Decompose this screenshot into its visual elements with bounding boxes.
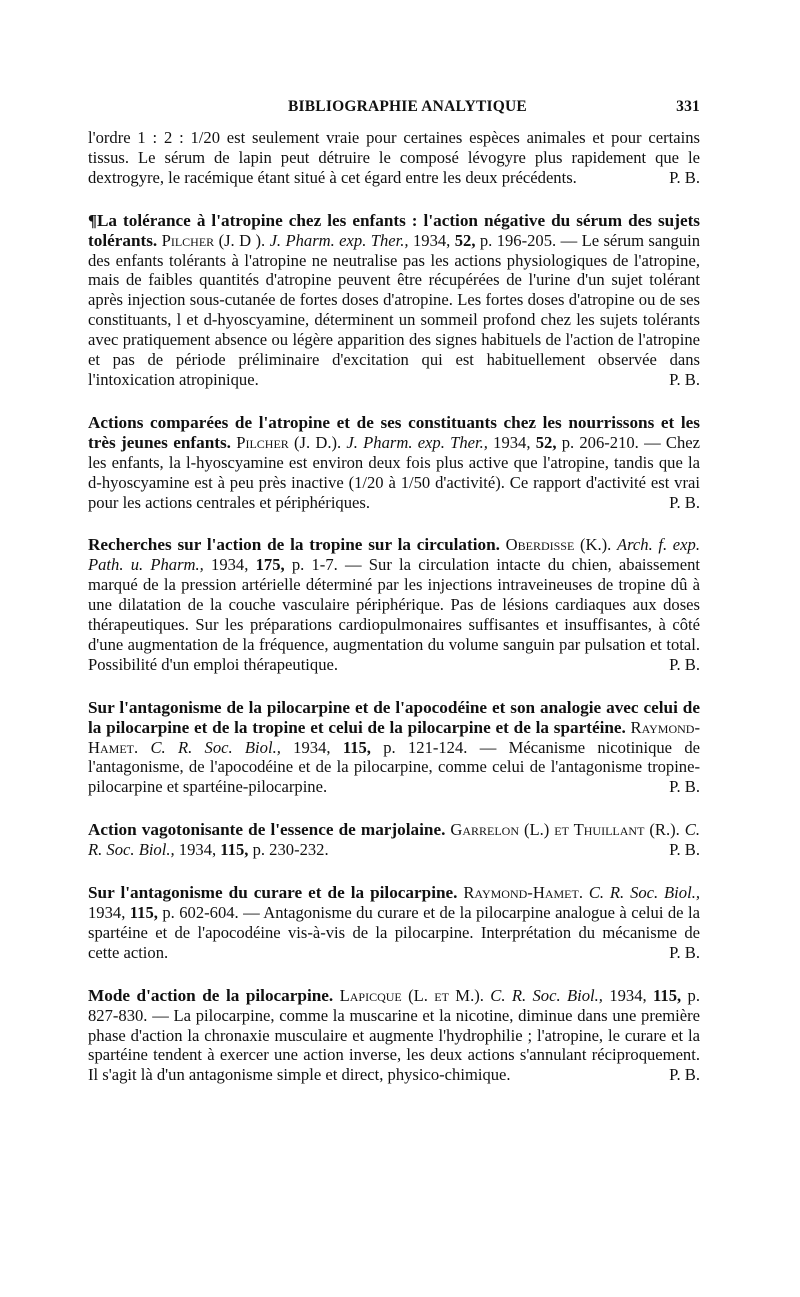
signature: P. B. xyxy=(669,654,700,674)
entry-pages: p. 121-124. xyxy=(383,737,468,757)
entry-year: 1934, xyxy=(211,555,249,575)
signature: P. B. xyxy=(669,369,700,389)
entry-pages: p. 602-604. xyxy=(162,903,239,922)
entry-abstract: — Le sérum sanguin des enfants tolérants à l'atropine ne neutralise pas les actions physiologiques de l'atropine, mais de faibles quantités d'atropine peuvent être récupérées de l'urine d'un sujet tolérant après injection sous-cutanée de fortes doses d'atropine. Les fortes doses d'atropine ou de ses constituants, l et d-hyoscyamine, déterminent un sommeil profond chez les sujets tolérants avec pratiquement absence ou légère apparition des signes habituels de l'action de l'atropine et pas de période préliminaire d'excitation qui est habituellement observée dans l'intoxication atropinique. xyxy=(88,230,701,389)
entry-author: Pilcher (J. D.). xyxy=(236,432,342,452)
entry-abstract: — La pilocarpine, comme la muscarine et la nicotine, diminue dans une première phase d'action la chronaxie musculaire et augmente l'hydrophilie ; l'atropine, le curare et la spartéine tendent à exercer une action inverse, les deux actions s'annulant réciproquement. Il s'agit là d'un antagonisme simple et direct, physico-chimique. xyxy=(88,1005,700,1085)
entry-abstract: — Antagonisme du curare et de la pilocarpine analogue à celui de la spartéine et de l'apocodéine vis-à-vis de la pilocarpine. Interprétation du mécanisme de cette action. xyxy=(88,903,700,962)
entry-pages: p. 1-7. xyxy=(291,555,338,575)
bibliography-entry xyxy=(88,211,700,390)
entry-abstract: — Mécanisme nicotinique de l'antagonisme, de l'apocodéine et de la pilocarpine, comme celui de l'antagonisme tropine-pilocarpine et spartéine-pilocarpine. xyxy=(88,737,700,797)
bibliography-entry xyxy=(88,883,700,963)
signature: P. B. xyxy=(669,942,700,962)
entry-title: Actions comparées de l'atropine et de ses constituants chez les nourrissons et les très jeunes enfants. xyxy=(88,412,700,452)
entry-journal: J. Pharm. exp. Ther., xyxy=(346,432,488,452)
entry-pages: p. 827-830. xyxy=(88,985,700,1025)
entry-abstract: — Sur la circulation intacte du chien, abaissement marqué de la pression artérielle déterminé par les injections intraveineuses de tropine dû à une dilatation de la couche vasculaire périphérique. Pas de lésions cardiaques aux doses thérapeutiques. Sur les préparations cardiopulmonaires suffisantes et insuffisantes, à côté d'une augmentation de la fréquence, augmentation du volume sanguin par pulsation et total. Possibilité d'un emploi thérapeutique. xyxy=(88,555,701,674)
bibliography-entry xyxy=(88,986,700,1086)
entry-title: Recherches sur l'action de la tropine sur la circulation. xyxy=(88,535,500,555)
entry-journal: C. R. Soc. Biol., xyxy=(88,820,700,860)
entry-volume: 115, xyxy=(129,903,158,922)
continuation-paragraph xyxy=(88,128,700,188)
entry-journal: J. Pharm. exp. Ther., xyxy=(269,230,409,250)
entry-title: Mode d'action de la pilocarpine. xyxy=(88,985,334,1005)
entry-author: Lapicque (L. et M.). xyxy=(339,985,484,1005)
text-column xyxy=(88,128,700,1085)
entry-author: Pilcher (J. D ). xyxy=(161,230,266,250)
entry-title: Sur l'antagonisme de la pilocarpine et de l'apocodéine et son analogie avec celui de la pilocarpine et de la tropine et celui de la pilocarpine et de la spartéine. xyxy=(88,697,700,737)
entry-pages: p. 196-205. xyxy=(479,230,557,250)
entry-volume: 115, xyxy=(653,985,682,1005)
paragraph-mark: ¶ xyxy=(88,210,97,230)
bibliography-entry xyxy=(88,820,700,860)
bibliography-entry xyxy=(88,698,700,798)
signature: P. B. xyxy=(669,777,700,797)
entry-author: Raymond-Hamet. xyxy=(88,717,700,757)
entry-year: 1934, xyxy=(178,840,217,860)
entry-title: Sur l'antagonisme du curare et de la pilocarpine. xyxy=(88,883,458,903)
entry-year: 1934, xyxy=(88,903,126,922)
running-head-title: BIBLIOGRAPHIE ANALYTIQUE xyxy=(288,98,527,115)
entry-journal: C. R. Soc. Biol., xyxy=(588,883,700,903)
entry-author: Raymond-Hamet. xyxy=(463,883,583,903)
page-number: 331 xyxy=(676,98,700,115)
entry-year: 1934, xyxy=(493,432,531,452)
entry-title: La tolérance à l'atropine chez les enfants : l'action négative du sérum des sujets tolérants. xyxy=(88,210,700,250)
entry-pages: p. 206-210. xyxy=(561,432,639,452)
entry-volume: 52, xyxy=(535,432,557,452)
signature: P. B. xyxy=(669,1065,700,1085)
entry-volume: 115, xyxy=(342,737,371,757)
bibliography-entry xyxy=(88,535,700,674)
continuation-text: l'ordre 1 : 2 : 1/20 est seulement vraie pour certaines espèces animales et pour certains tissus. Le sérum de lapin peut détruire le composé lévogyre plus rapidement que le dextrogyre, le racémique étant situé à cet égard entre les deux précédents. xyxy=(88,128,700,187)
entry-year: 1934, xyxy=(412,230,451,250)
entry-volume: 175, xyxy=(255,555,285,575)
entry-journal: Arch. f. exp. Path. u. Pharm., xyxy=(88,535,700,575)
signature: P. B. xyxy=(669,840,700,860)
entry-author: Garrelon (L.) et Thuillant (R.). xyxy=(450,820,680,840)
entry-year: 1934, xyxy=(293,737,331,757)
entry-volume: 52, xyxy=(454,230,476,250)
bibliography-entry xyxy=(88,413,700,513)
entry-journal: C. R. Soc. Biol., xyxy=(490,985,603,1005)
entry-journal: C. R. Soc. Biol., xyxy=(150,737,281,757)
entry-title: Action vagotonisante de l'essence de marjolaine. xyxy=(88,820,446,840)
signature: P. B. xyxy=(669,167,700,187)
entry-volume: 115, xyxy=(220,840,249,860)
entry-abstract: — Chez les enfants, la l-hyoscyamine est environ deux fois plus active que l'atropine, tandis que la d-hyoscyamine est à peu près inactive (1/20 à 1/50 d'activité). Ce rapport d'activité est vrai pour les actions centrales et périphériques. xyxy=(88,432,700,512)
signature: P. B. xyxy=(669,492,700,512)
entry-year: 1934, xyxy=(609,985,647,1005)
entry-author: Oberdisse (K.). xyxy=(505,535,612,555)
entry-pages: p. 230-232. xyxy=(252,840,329,860)
